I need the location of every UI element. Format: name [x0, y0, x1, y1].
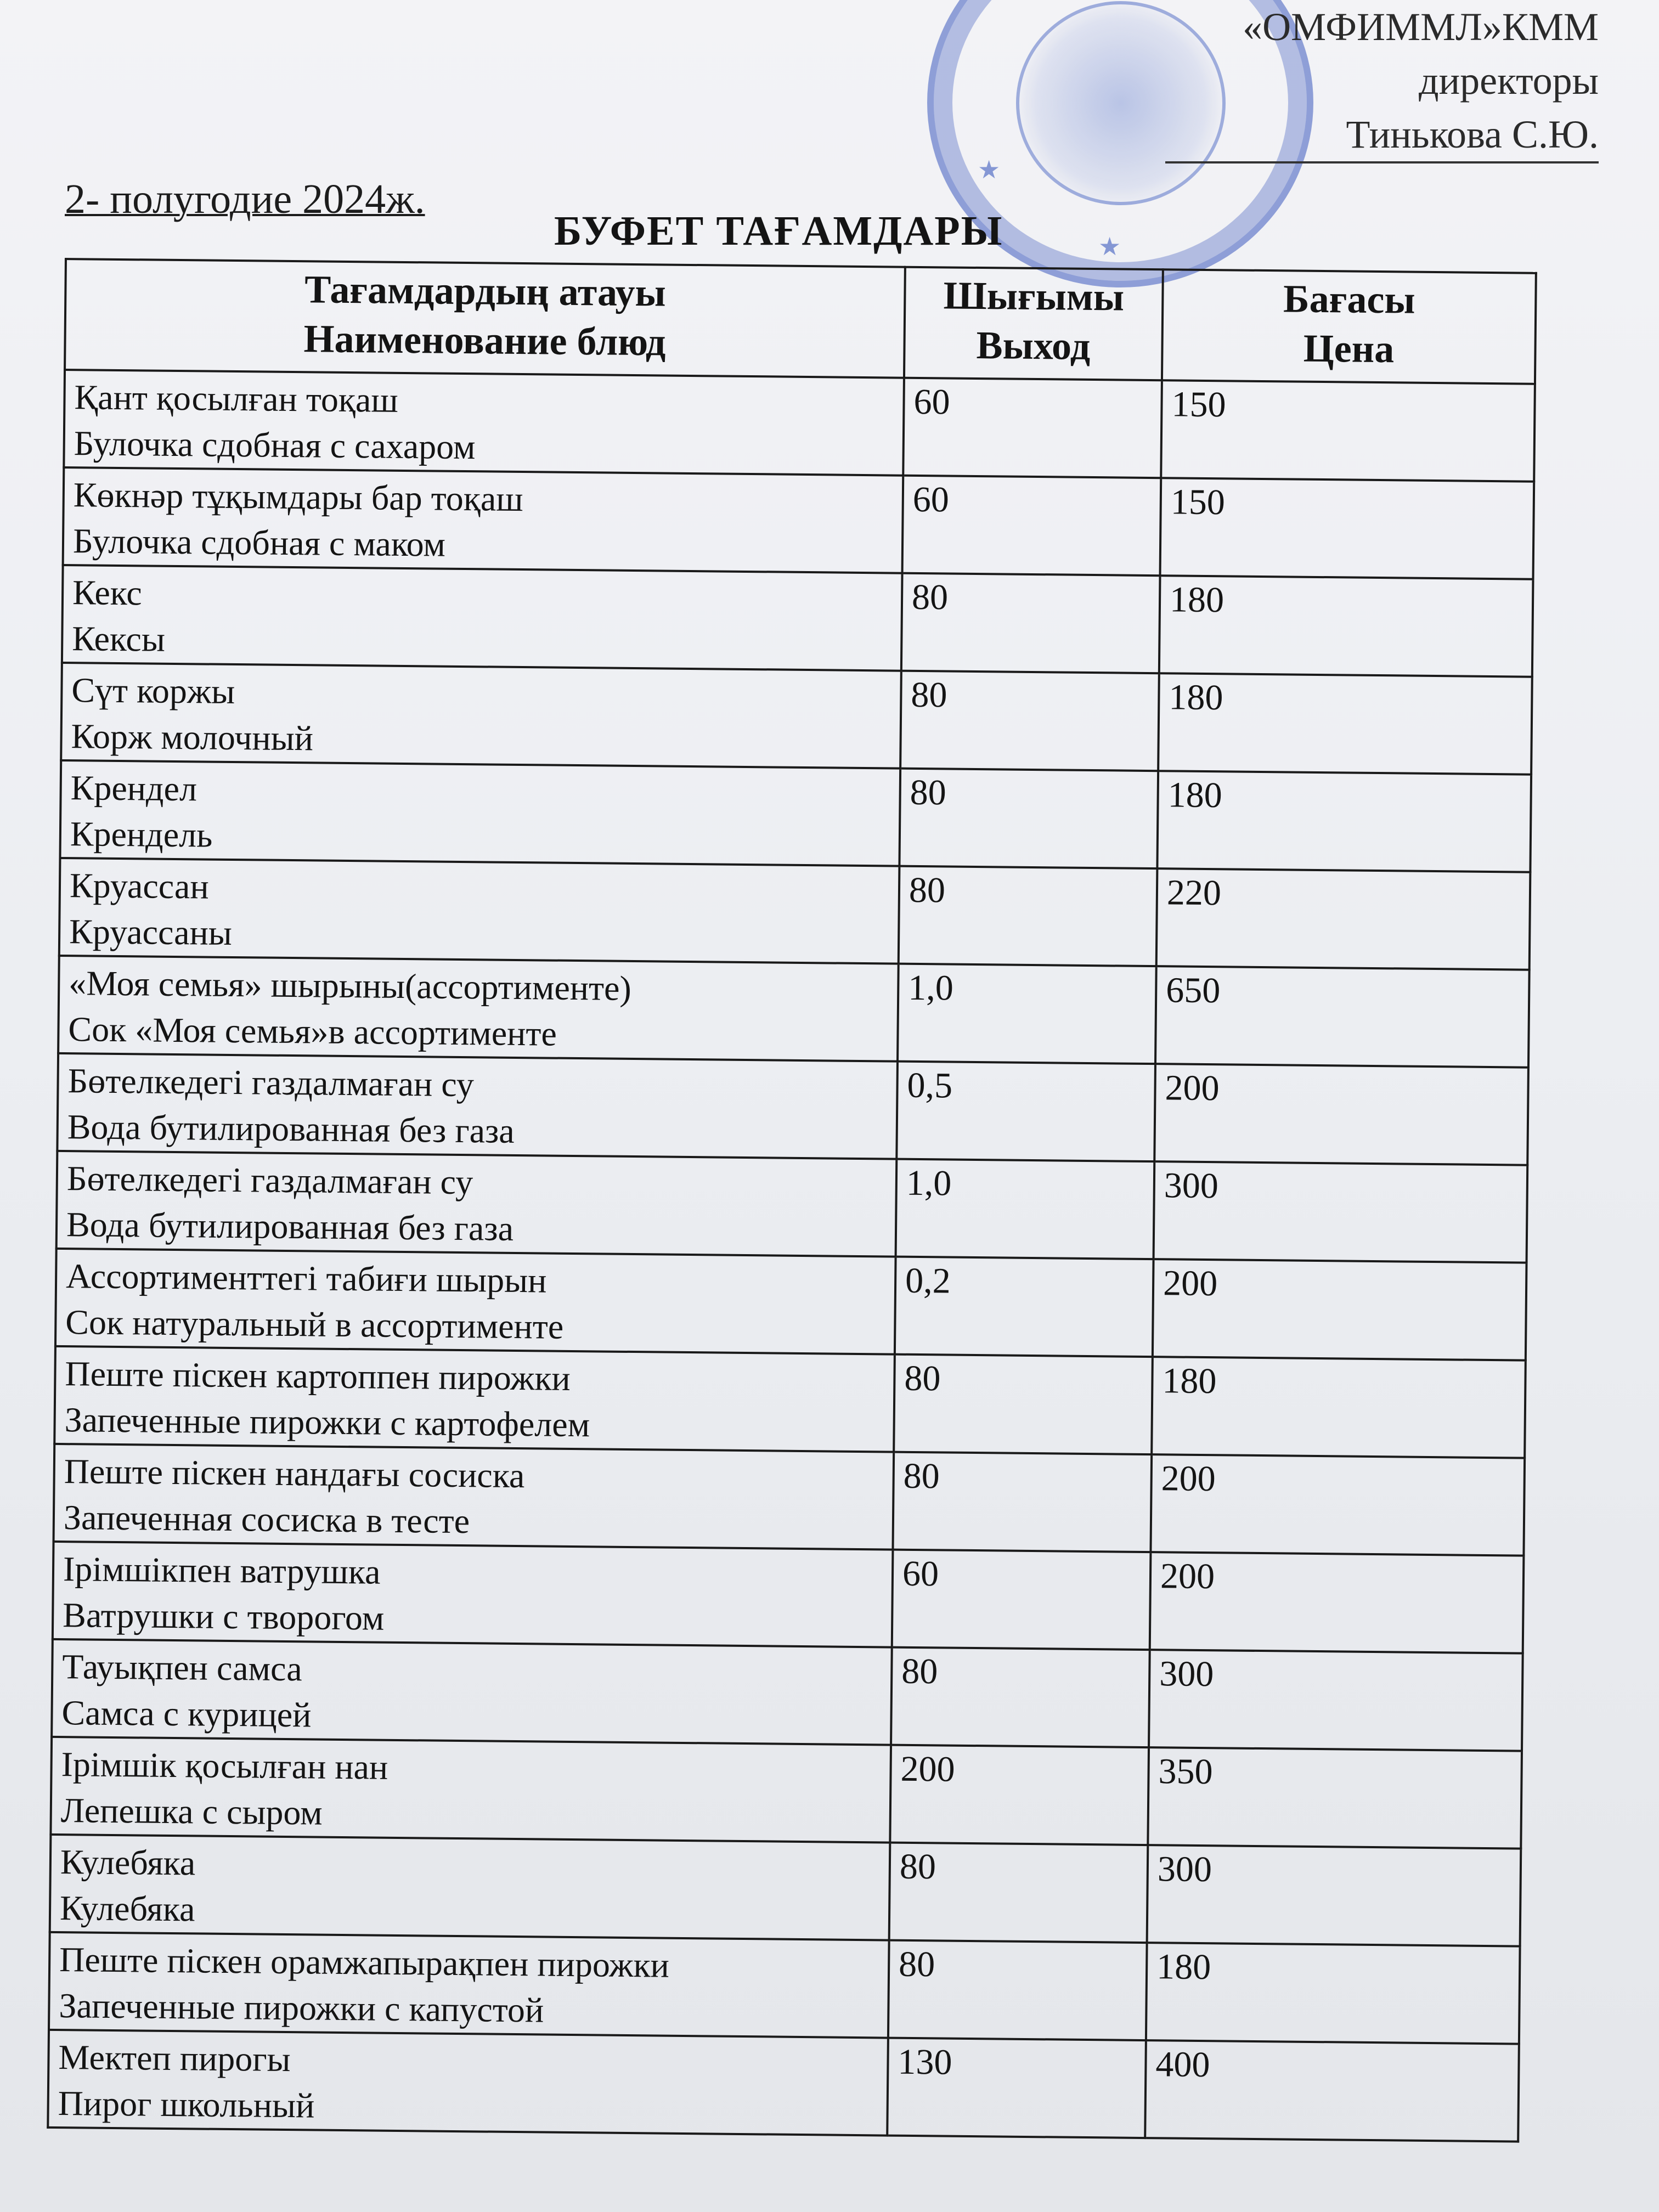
dish-name-kazakh: Ірімшікпен ватрушка	[63, 1549, 381, 1592]
dish-yield-cell: 80	[893, 1452, 1152, 1553]
dish-name-russian: Корж молочный	[71, 716, 314, 758]
dish-name-cell	[57, 1053, 898, 1159]
dish-yield-cell: 80	[888, 1940, 1147, 2041]
dish-yield-cell: 130	[887, 2038, 1146, 2138]
dish-price-cell: 300	[1154, 1161, 1528, 1263]
table-row	[63, 467, 1534, 579]
table-row	[57, 1053, 1528, 1165]
table-row	[49, 1932, 1520, 2044]
table-row	[54, 1346, 1526, 1458]
table-row	[50, 1835, 1521, 1946]
dish-name-cell	[53, 1542, 893, 1647]
dish-yield-cell: 80	[901, 573, 1160, 674]
dish-name-russian: Круассаны	[69, 912, 233, 952]
column-header-name: Тағамдардың атауы Наименование блюд	[65, 259, 905, 378]
dish-yield-cell: 0,5	[896, 1062, 1155, 1162]
dish-price-cell: 650	[1155, 966, 1530, 1068]
dish-name-kazakh: Сүт коржы	[71, 670, 235, 712]
dish-yield-cell: 60	[892, 1550, 1151, 1650]
column-header-price: Бағасы Цена	[1162, 269, 1536, 384]
table-row	[55, 1249, 1527, 1361]
dish-price-cell: 150	[1161, 380, 1535, 482]
dish-yield-cell: 80	[899, 769, 1158, 869]
stamp-star-icon: ★	[978, 156, 1001, 184]
dish-name-russian: Пирог школьный	[58, 2084, 315, 2125]
approval-position: директоры	[1418, 59, 1599, 103]
dish-yield-cell: 60	[903, 378, 1162, 478]
dish-name-russian: Крендель	[70, 814, 213, 855]
dish-name-russian: Запеченная сосиска в тесте	[63, 1498, 470, 1541]
dish-price-cell: 180	[1152, 1357, 1526, 1458]
dish-price-cell: 200	[1150, 1454, 1525, 1556]
table-row	[61, 663, 1532, 775]
dish-yield-cell: 80	[891, 1647, 1150, 1748]
column-header-yield: Шығымы Выход	[904, 267, 1163, 381]
dish-name-kazakh: Кекс	[72, 573, 143, 613]
table-row	[50, 1737, 1522, 1849]
dish-price-cell: 200	[1153, 1259, 1527, 1361]
approval-block	[1165, 0, 1599, 163]
approval-signatory: Тинькова С.Ю.	[1165, 108, 1599, 163]
dish-name-cell	[50, 1835, 890, 1940]
dish-price-cell: 180	[1158, 673, 1532, 775]
dish-name-cell	[48, 2030, 888, 2136]
table-row	[64, 370, 1535, 482]
dish-name-kazakh: Ірімшік қосылған нан	[61, 1745, 388, 1787]
dish-name-kazakh: Круассан	[69, 866, 210, 906]
dish-name-russian: Булочка сдобная с сахаром	[74, 424, 476, 467]
dish-name-kazakh: Көкнәр тұқымдары бар тоқаш	[73, 475, 524, 519]
dish-name-russian: Сок «Моя семья»в ассортименте	[68, 1009, 557, 1053]
page-title: БУФЕТ ТАҒАМДАРЫ	[554, 208, 1003, 254]
dish-price-cell: 300	[1147, 1845, 1521, 1946]
menu-table	[47, 258, 1537, 2143]
table-row	[62, 565, 1533, 677]
dish-yield-cell: 1,0	[898, 964, 1156, 1064]
dish-price-cell: 180	[1159, 575, 1533, 677]
dish-name-kazakh: Кулебяка	[60, 1842, 196, 1883]
dish-name-cell	[52, 1639, 892, 1745]
table-row	[60, 760, 1531, 872]
dish-yield-cell: 0,2	[895, 1257, 1154, 1357]
table-header-row	[65, 259, 1536, 384]
dish-price-cell: 200	[1150, 1552, 1524, 1654]
dish-yield-cell: 80	[899, 866, 1158, 967]
dish-name-cell	[55, 1249, 896, 1355]
table-row	[52, 1639, 1523, 1751]
dish-name-kazakh: Ассортименттегі табиғи шырын	[65, 1256, 547, 1300]
table-row	[53, 1542, 1524, 1654]
table-row	[58, 956, 1530, 1068]
dish-name-kazakh: Қант қосылған тоқаш	[74, 377, 399, 420]
dish-price-cell: 180	[1146, 1943, 1520, 2044]
dish-name-kazakh: Пеште піскен картоппен пирожки	[65, 1354, 571, 1398]
dish-name-kazakh: Бөтелкедегі газдалмаған су	[66, 1159, 473, 1202]
dish-name-cell	[61, 663, 901, 769]
dish-name-russian: Кексы	[72, 619, 166, 659]
dish-yield-cell: 80	[889, 1843, 1148, 1943]
dish-name-russian: Сок натуральный в ассортименте	[65, 1302, 564, 1346]
dish-name-kazakh: «Моя семья» шырыны(ассортименте)	[68, 963, 632, 1008]
dish-name-russian: Булочка сдобная с маком	[72, 521, 446, 564]
dish-price-cell: 300	[1149, 1650, 1523, 1751]
dish-name-cell	[54, 1346, 895, 1452]
dish-yield-cell: 60	[902, 476, 1161, 576]
dish-name-russian: Лепешка с сыром	[60, 1791, 323, 1832]
table-row	[59, 858, 1531, 970]
table-row	[48, 2030, 1519, 2142]
dish-yield-cell: 1,0	[896, 1159, 1155, 1260]
dish-yield-cell: 80	[894, 1355, 1153, 1455]
dish-name-kazakh: Мектеп пирогы	[58, 2038, 291, 2079]
dish-price-cell: 220	[1156, 868, 1531, 970]
dish-price-cell: 400	[1145, 2040, 1519, 2142]
dish-name-kazakh: Крендел	[70, 768, 198, 809]
dish-name-cell	[50, 1737, 891, 1843]
table-row	[54, 1444, 1525, 1556]
dish-name-russian: Вода бутилированная без газа	[66, 1205, 514, 1248]
dish-yield-cell: 200	[890, 1745, 1149, 1846]
dish-name-cell	[54, 1444, 894, 1550]
dish-name-cell	[59, 858, 900, 964]
dish-name-russian: Ватрушки с творогом	[62, 1595, 385, 1638]
dish-name-cell	[63, 467, 904, 573]
dish-price-cell: 180	[1157, 771, 1531, 872]
semester-label: 2- полугодие 2024ж.	[65, 176, 425, 222]
dish-name-kazakh: Пеште піскен нандағы сосиска	[64, 1452, 525, 1496]
dish-name-cell	[62, 565, 902, 671]
dish-name-russian: Самса с курицей	[61, 1693, 312, 1735]
dish-name-cell	[57, 1151, 897, 1257]
dish-name-cell	[49, 1932, 889, 2038]
dish-name-cell	[60, 760, 900, 866]
dish-name-cell	[58, 956, 899, 1062]
dish-price-cell: 200	[1154, 1064, 1528, 1165]
dish-name-russian: Вода бутилированная без газа	[67, 1107, 515, 1150]
dish-name-cell	[64, 370, 904, 476]
dish-price-cell: 150	[1160, 478, 1534, 579]
dish-name-kazakh: Пеште піскен орамжапырақпен пирожки	[59, 1940, 670, 1985]
dish-name-russian: Кулебяка	[59, 1888, 195, 1929]
dish-price-cell: 350	[1148, 1747, 1522, 1849]
stamp-star-icon: ★	[1098, 233, 1121, 261]
table-row	[57, 1151, 1528, 1263]
approval-organization: «ОМФИММЛ»КММ	[1243, 5, 1599, 49]
dish-name-kazakh: Тауықпен самса	[62, 1647, 303, 1689]
dish-yield-cell: 80	[900, 671, 1159, 771]
dish-name-kazakh: Бөтелкедегі газдалмаған су	[67, 1061, 475, 1104]
dish-name-russian: Запеченные пирожки с капустой	[59, 1986, 544, 2030]
dish-name-russian: Запеченные пирожки с картофелем	[64, 1400, 590, 1444]
